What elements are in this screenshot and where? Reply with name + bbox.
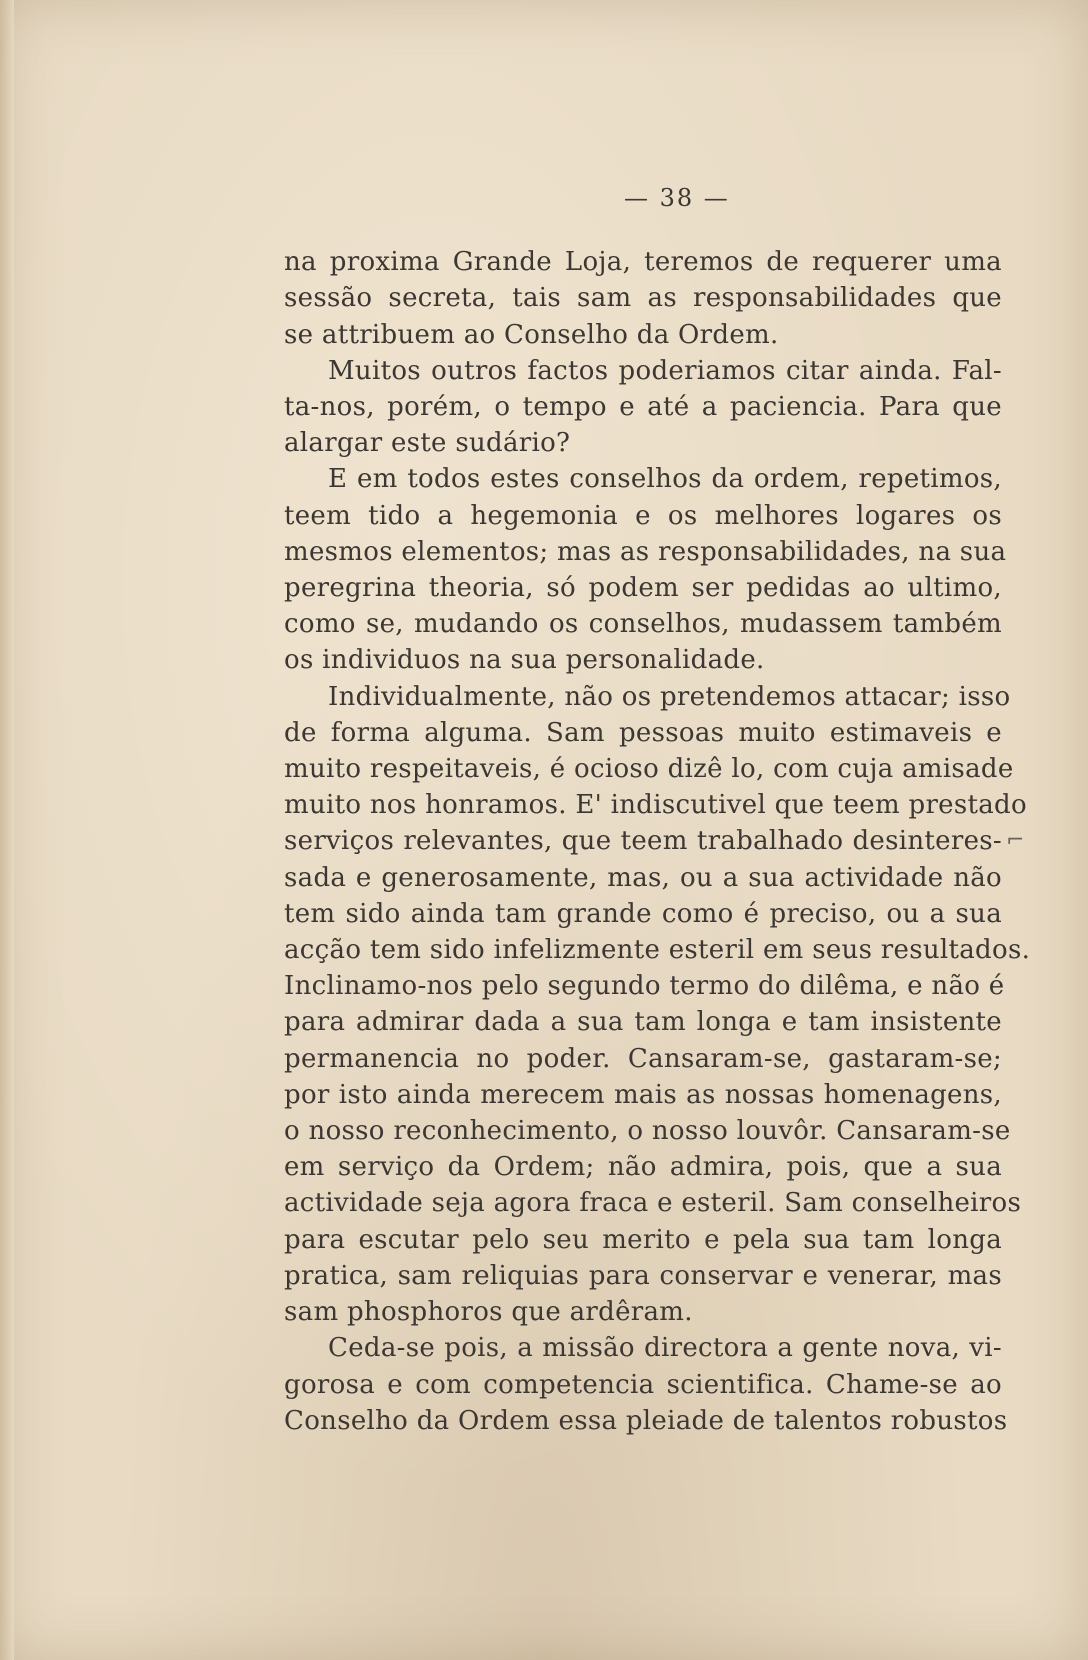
margin-pencil-mark: ⌐ (1006, 828, 1025, 853)
text-line: o nosso reconhecimento, o nosso louvôr. Cansaram-se (284, 1116, 1011, 1147)
text-line: pratica, sam reliquias para conservar e venerar, mas (284, 1260, 1002, 1291)
text-line: actividade seja agora fraca e esteril. Sam conselheiros (284, 1188, 1022, 1219)
page-text (284, 180, 1031, 1439)
text-line: Inclinamo-nos pelo segundo termo do dilêma, e não é (284, 971, 1005, 1002)
text-line: muito respeitaveis, é ocioso dizê lo, com cuja amisade (284, 754, 1014, 785)
text-line: mesmos elementos; mas as responsabilidades, na sua (284, 536, 1007, 567)
text-line: acção tem sido infelizmente esteril em seus resultados. (284, 935, 1031, 966)
text-line: sada e generosamente, mas, ou a sua actividade não (284, 862, 1002, 893)
text-line: Muitos outros factos poderiamos citar ainda. Fal- (328, 355, 1002, 386)
text-line: sam phosphoros que ardêram. (284, 1297, 693, 1328)
text-line: de forma alguma. Sam pessoas muito estimaveis e (284, 717, 1002, 748)
text-line: sessão secreta, tais sam as responsabilidades que (284, 283, 1002, 314)
text-line: em serviço da Ordem; não admira, pois, que a sua (284, 1152, 1002, 1183)
text-line: para escutar pelo seu merito e pela sua tam longa (284, 1224, 1002, 1255)
text-line: se attribuem ao Conselho da Ordem. (284, 319, 779, 350)
paragraph-3 (284, 461, 1007, 678)
page-number: — 38 — (624, 184, 730, 212)
page-binding-edge (0, 0, 14, 1660)
text-line: na proxima Grande Loja, teremos de requerer uma (284, 247, 1002, 278)
text-line: muito nos honramos. E' indiscutivel que teem prestado (284, 790, 1027, 821)
paragraph-2 (284, 353, 1002, 462)
paragraph-5 (284, 1330, 1008, 1439)
text-line: alargar este sudário? (284, 428, 571, 459)
text-line: para admirar dada a sua tam longa e tam insistente (284, 1007, 1002, 1038)
text-line: Ceda-se pois, a missão directora a gente nova, vi- (328, 1333, 1002, 1364)
text-line: os individuos na sua personalidade. (284, 645, 765, 676)
text-line: Individualmente, não os pretendemos attacar; isso (328, 681, 1011, 712)
paragraph-1 (284, 244, 1002, 353)
text-line: ta-nos, porém, o tempo e até a paciencia. Para que (284, 392, 1002, 423)
text-line: Conselho da Ordem essa pleiade de talentos robustos (284, 1405, 1008, 1436)
text-line: gorosa e com competencia scientifica. Chame-se ao (284, 1369, 1002, 1400)
text-line: serviços relevantes, que teem trabalhado desinteres- (284, 826, 1002, 857)
text-line: tem sido ainda tam grande como é preciso, ou a sua (284, 898, 1002, 929)
paragraph-4 (284, 679, 1031, 1331)
text-line: permanencia no poder. Cansaram-se, gastaram-se; (284, 1043, 1002, 1074)
text-line: peregrina theoria, só podem ser pedidas ao ultimo, (284, 573, 1002, 604)
text-line: E em todos estes conselhos da ordem, repetimos, (328, 464, 1002, 495)
text-line: por isto ainda merecem mais as nossas homenagens, (284, 1079, 1002, 1110)
text-line: como se, mudando os conselhos, mudassem também (284, 609, 1002, 640)
text-line: teem tido a hegemonia e os melhores logares os (284, 500, 1002, 531)
